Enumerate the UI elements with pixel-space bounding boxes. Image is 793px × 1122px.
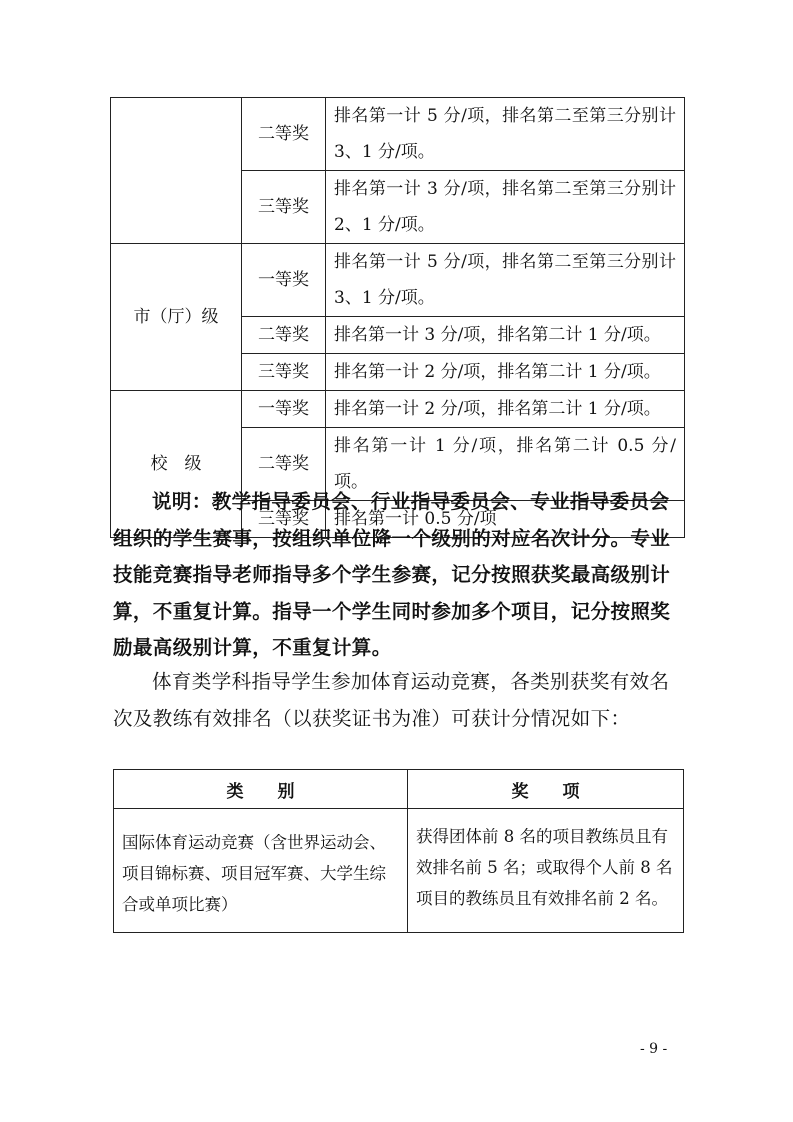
prize-cell: 二等奖	[242, 98, 326, 171]
category-header: 类 别	[114, 770, 408, 809]
desc-cell: 排名第一计 3 分/项，排名第二计 1 分/项。	[326, 317, 685, 354]
desc-cell: 排名第一计 1 分/项，排名第二计 0.5 分/项。	[326, 428, 685, 501]
prize-cell: 三等奖	[242, 501, 326, 538]
level-cell: 市（厅）级	[111, 244, 242, 391]
prize-cell: 三等奖	[242, 171, 326, 244]
desc-cell: 排名第一计 3 分/项，排名第二至第三分别计 2、1 分/项。	[326, 171, 685, 244]
desc-cell: 排名第一计 2 分/项，排名第二计 1 分/项。	[326, 391, 685, 428]
desc-cell: 排名第一计 5 分/项，排名第二至第三分别计 3、1 分/项。	[326, 244, 685, 317]
award-cell: 获得团体前 8 名的项目教练员且有效排名前 5 名；或取得个人前 8 名项目的教练员且有效排名前 2 名。	[408, 809, 684, 933]
desc-cell: 排名第一计 0.5 分/项	[326, 501, 685, 538]
scoring-table	[110, 97, 685, 538]
prize-cell: 一等奖	[242, 244, 326, 317]
level-cell: 校 级	[111, 391, 242, 538]
sports-award-table	[113, 769, 684, 933]
page-number: - 9 -	[640, 1041, 668, 1057]
prize-cell: 一等奖	[242, 391, 326, 428]
prize-cell: 三等奖	[242, 354, 326, 391]
desc-cell: 排名第一计 2 分/项，排名第二计 1 分/项。	[326, 354, 685, 391]
desc-cell: 排名第一计 5 分/项，排名第二至第三分别计 3、1 分/项。	[326, 98, 685, 171]
level-cell	[111, 98, 242, 244]
intro-paragraph: 体育类学科指导学生参加体育运动竞赛，各类别获奖有效名次及教练有效排名（以获奖证书为准）可获计分情况如下：	[113, 670, 670, 730]
category-cell: 国际体育运动竞赛（含世界运动会、项目锦标赛、项目冠军赛、大学生综合或单项比赛）	[114, 809, 408, 933]
award-header: 奖 项	[408, 770, 684, 809]
prize-cell: 二等奖	[242, 317, 326, 354]
note-paragraph: 说明：教学指导委员会、行业指导委员会、专业指导委员会组织的学生赛事，按组织单位降一个级别的对应名次计分。专业技能竞赛指导老师指导多个学生参赛，记分按照获奖最高级别计算，不重复计算。指导一个学生同时参加多个项目，记分按照奖励最高级别计算，不重复计算。	[113, 490, 671, 659]
prize-cell: 二等奖	[242, 428, 326, 501]
